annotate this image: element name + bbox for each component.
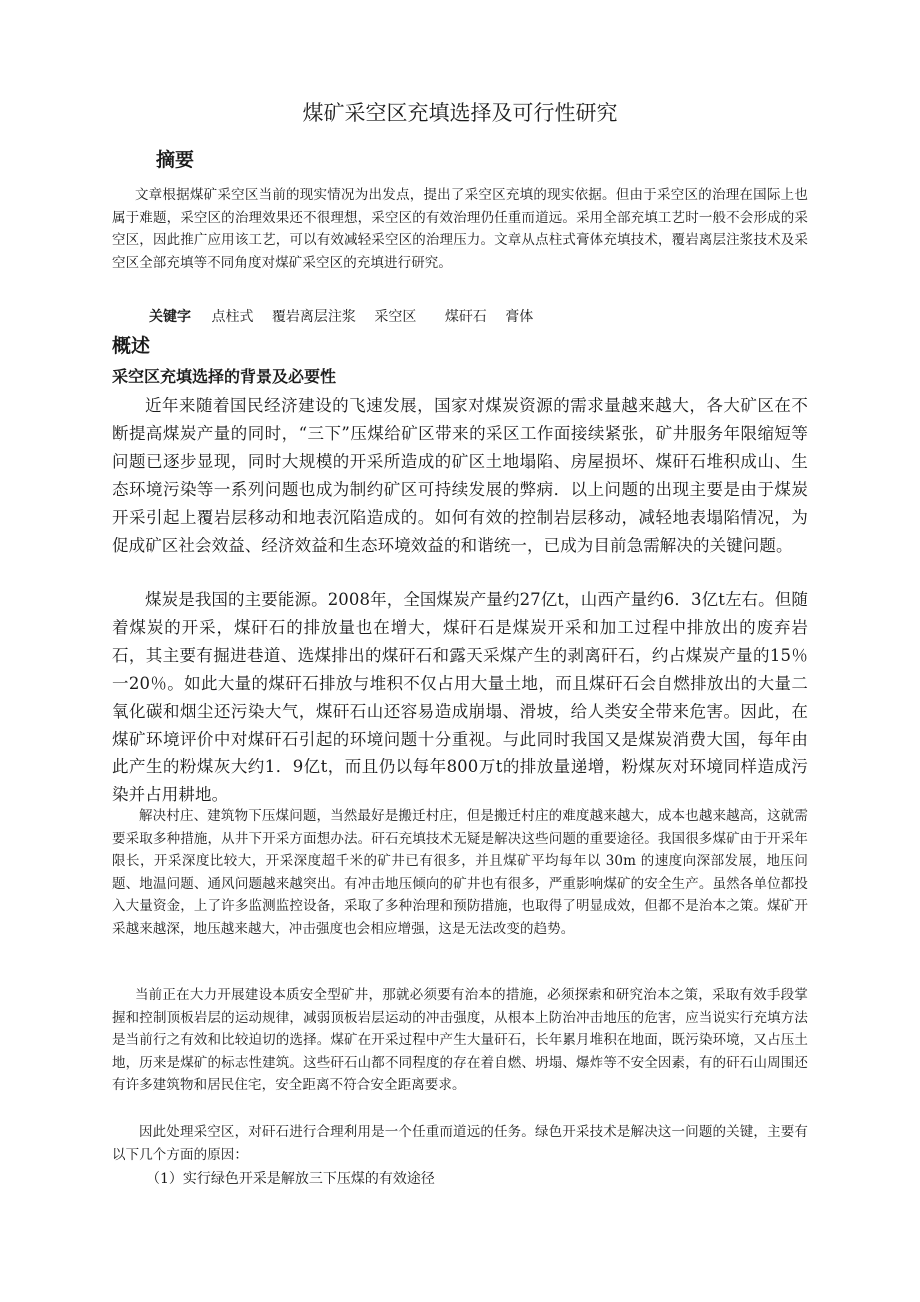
body-paragraph: 近年来随着国民经济建设的飞速发展，国家对煤炭资源的需求量越来越大，各大矿区在不断提高煤炭产量的同时，“三下”压煤给矿区带来的采区工作面接续紧张，矿井服务年限缩短等问题已逐步显现，同时大规模的开采所造成的矿区土地塌陷、房屋损坏、煤矸石堆积成山、生态环境污染等一系列问题也成为制约矿区可持续发展的弊病．以上问题的出现主要是由于煤炭开采引起上覆岩层移动和地表沉陷造成的。如何有效的控制岩层移动，减轻地表塌陷情况，为促成矿区社会效益、经济效益和生态环境效益的和谐统一，已成为目前急需解决的关键问题。 — [112, 396, 808, 555]
keywords-label: 关键字 — [149, 309, 191, 325]
section-heading: 采空区充填选择的背景及必要性 — [112, 367, 337, 386]
list-item: （1）实行绿色开采是解放三下压煤的有效途径 — [146, 1171, 435, 1187]
keyword-item: 采空区 — [374, 309, 417, 325]
document-title: 煤矿采空区充填选择及可行性研究 — [302, 101, 618, 125]
body-paragraph: 煤炭是我国的主要能源。2008年，全国煤炭产量约27亿t，山西产量约6．3亿t左右。但随着煤炭的开采，煤矸石的排放量也在增大，煤矸石是煤炭开采和加工过程中排放出的废弃岩石，其主要有掘进巷道、选煤排出的煤矸石和露天采煤产生的剥离矸石，约占煤炭产量的15％一20％。如此大量的煤矸石排放与堆积不仅占用大量土地，而且煤矸石会自燃排放出的大量二氧化碳和烟尘还污染大气，煤矸石山还容易造成崩塌、滑坡，给人类安全带来危害。因此，在煤矿环境评价中对煤矸石引起的环境问题十分重视。与此同时我国又是煤炭消费大国，每年由此产生的粉煤灰大约1．9亿t，而且仍以每年800万t的排放量递增，粉煤灰对环境同样造成污染并占用耕地。 — [112, 590, 808, 805]
keyword-item: 煤矸石 — [444, 309, 487, 325]
keyword-item: 膏体 — [505, 309, 534, 325]
keyword-item: 点柱式 — [211, 309, 254, 325]
body-paragraph: 解决村庄、建筑物下压煤问题，当然最好是搬迁村庄，但是搬迁村庄的难度越来越大，成本也越来越高，这就需要采取多种措施，从井下开采方面想办法。矸石充填技术无疑是解决这些问题的重要途径。我国很多煤矿由于开采年限长，开采深度比较大，开采深度超千米的矿井已有很多，并且煤矿平均每年以 30m 的速度向深部发展，地压问题、地温问题、通风问题越来越突出。有冲击地压倾向的矿井也有很多，严重影响煤矿的安全生产。虽然各单位都投入大量资金，上了许多监测监控设备，采取了多种治理和预防措施，也取得了明显成效，但都不是治本之策。煤矿开采越来越深，地压越来越大，冲击强度也会相应增强，这是无法改变的趋势。 — [112, 808, 808, 937]
abstract-text: 文章根据煤矿采空区当前的现实情况为出发点，提出了采空区充填的现实依据。但由于采空区的治理在国际上也属于难题，采空区的治理效果还不很理想，采空区的有效治理仍任重而道远。采用全部充填工艺时一般不会形成的采空区，因此推广应用该工艺，可以有效减轻采空区的治理压力。文章从点柱式膏体充填技术，覆岩离层注浆技术及采空区全部充填等不同角度对煤矿采空区的充填进行研究。 — [112, 187, 808, 271]
body-paragraph: 因此处理采空区，对矸石进行合理利用是一个任重而道远的任务。绿色开采技术是解决这一问题的关键，主要有以下几个方面的原因： — [112, 1124, 808, 1163]
body-paragraph: 当前正在大力开展建设本质安全型矿井，那就必须要有治本的措施，必须探索和研究治本之策，采取有效手段掌握和控制顶板岩层的运动规律，减弱顶板岩层运动的冲击强度，从根本上防治冲击地压的危害，应当说实行充填方法是当前行之有效和比较迫切的选择。煤矿在开采过程中产生大量矸石，长年累月堆积在地面，既污染环境，又占压土地，历来是煤矿的标志性建筑。这些矸石山都不同程度的存在着自燃、坍塌、爆炸等不安全因素，有的矸石山周围还有许多建筑物和居民住宅，安全距离不符合安全距离要求。 — [112, 987, 808, 1094]
overview-heading: 概述 — [112, 335, 151, 357]
keywords-line — [149, 305, 547, 329]
abstract-heading: 摘要 — [156, 149, 195, 171]
keyword-item: 覆岩离层注浆 — [271, 309, 356, 325]
